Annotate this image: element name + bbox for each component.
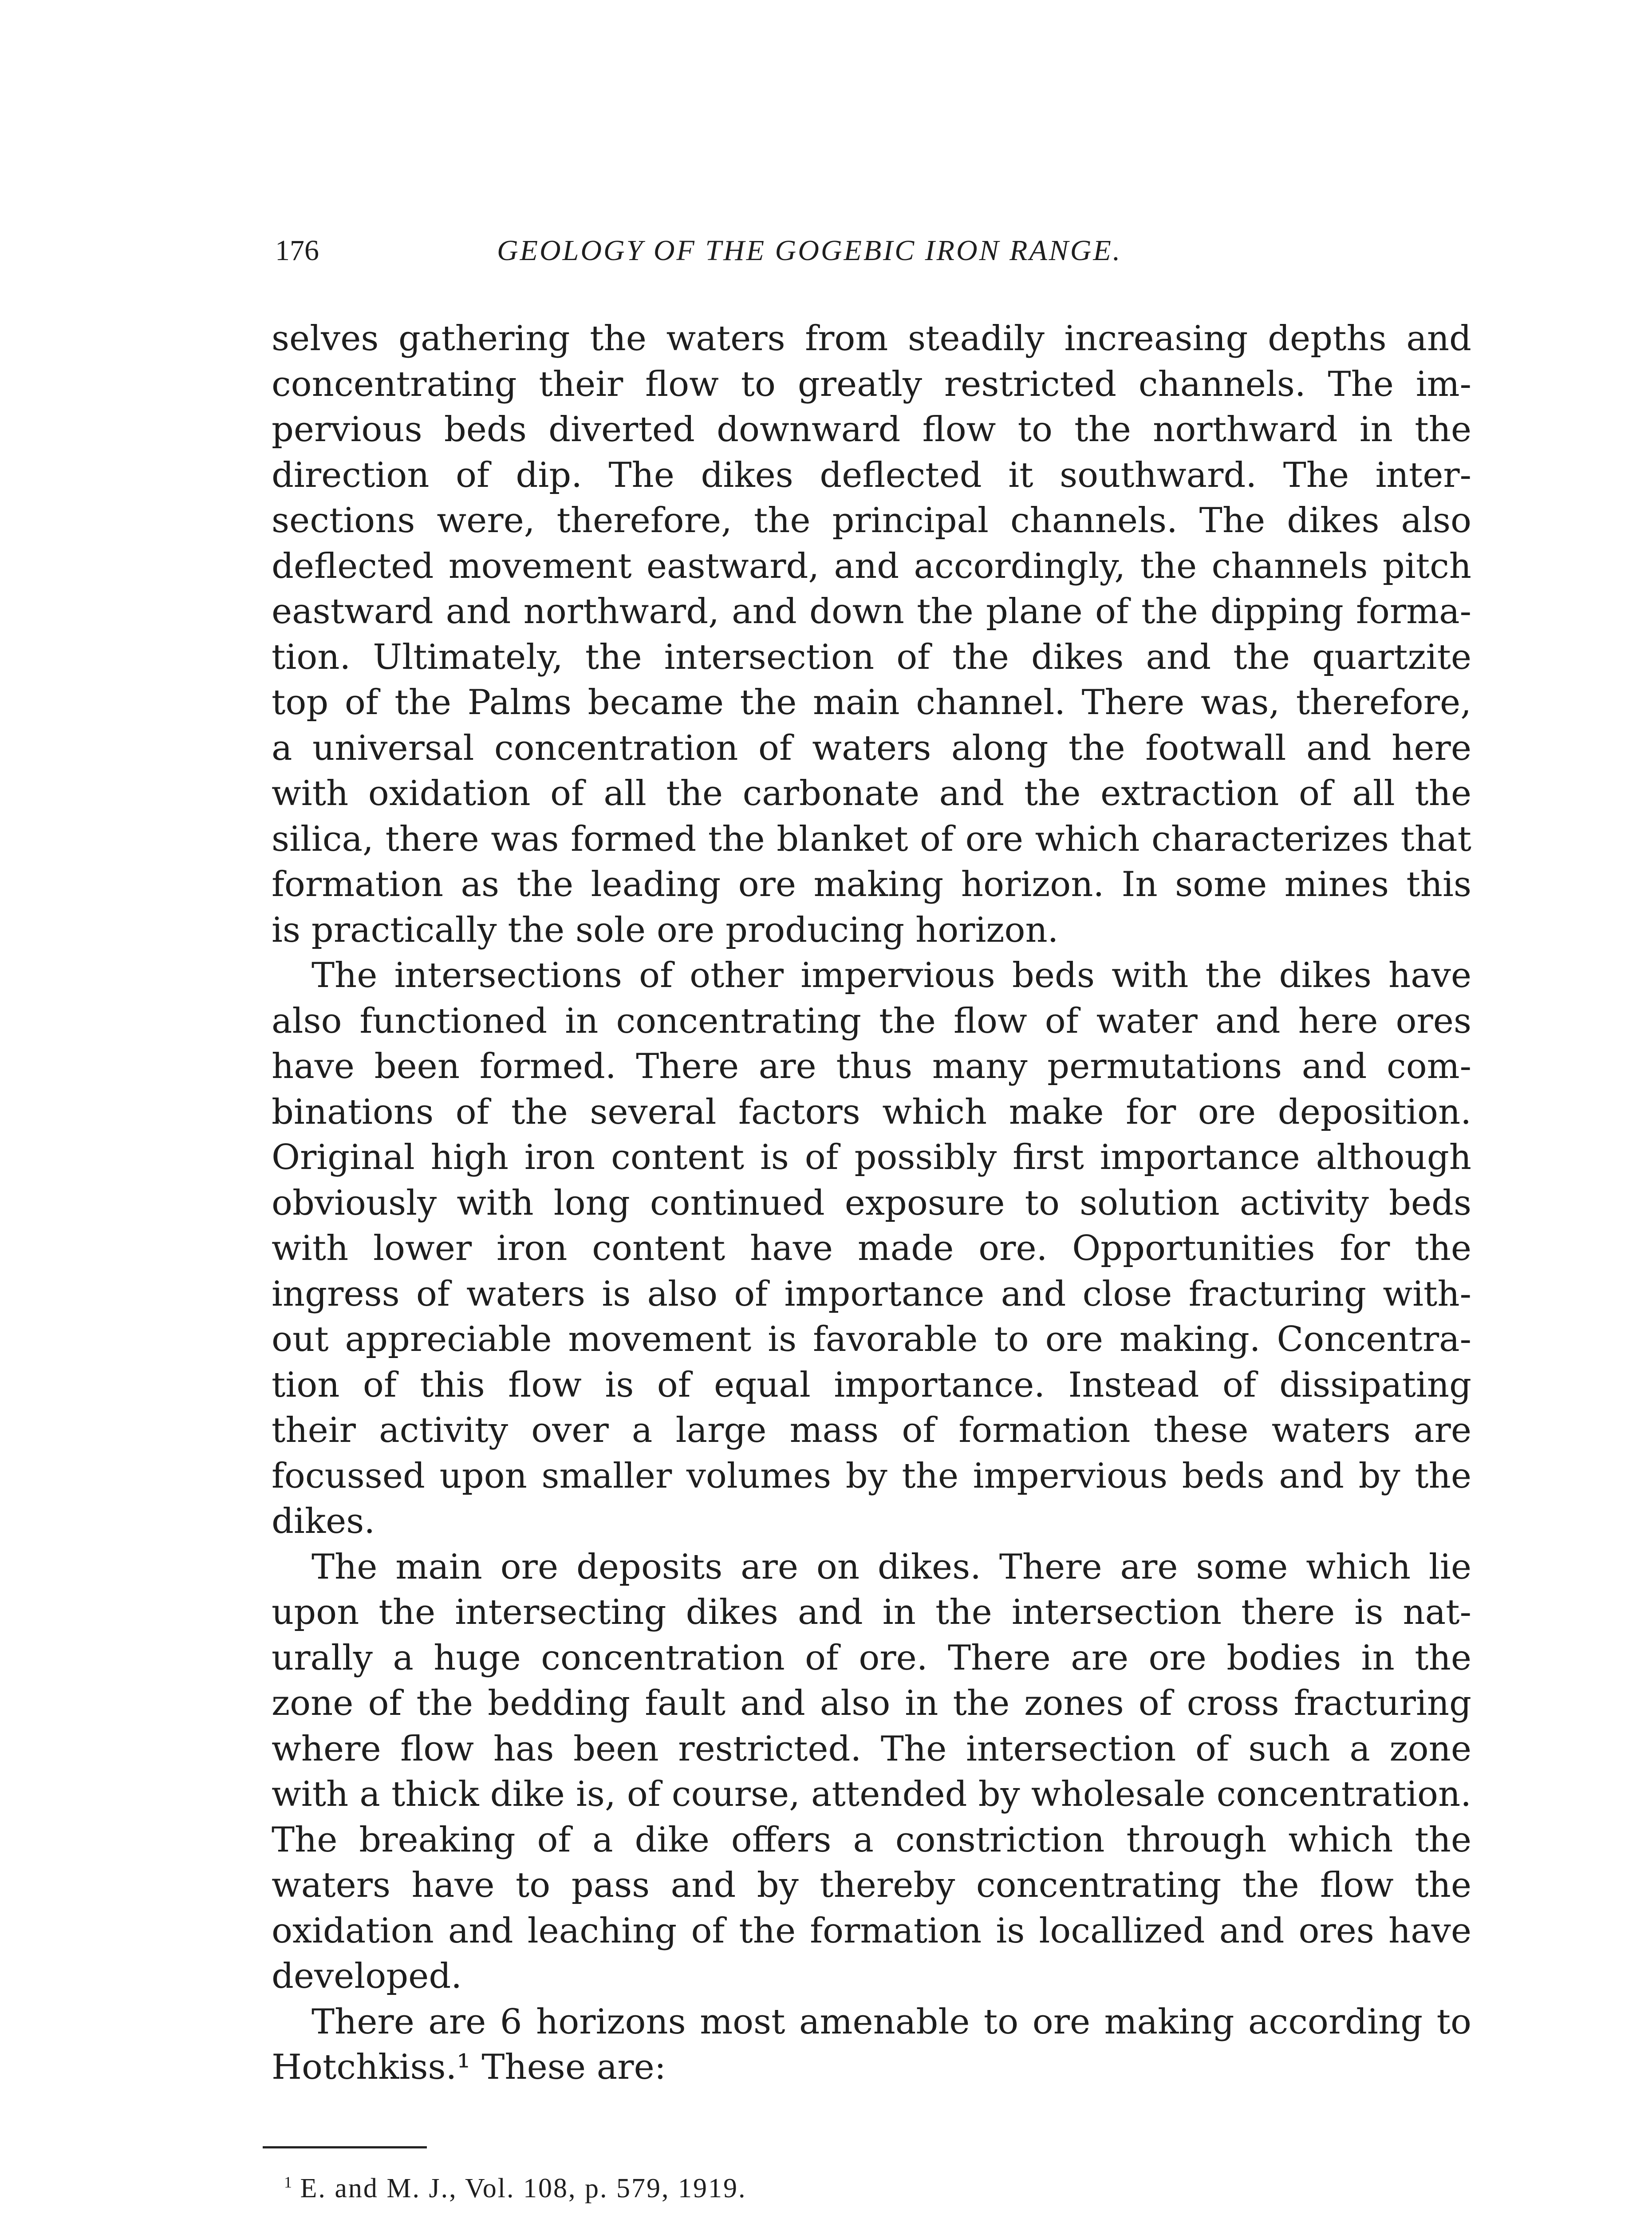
text-line: is practically the sole ore producing horizon. [272,910,1059,950]
footnote-text: E. and M. J., Vol. 108, p. 579, 1919. [300,2173,747,2203]
text-line: their activity over a large mass of formation these waters are [272,1410,1471,1450]
text-line: upon the intersecting dikes and in the intersection there is nat- [272,1592,1471,1632]
text-line: Hotchkiss.¹ These are: [272,2047,666,2087]
text-line: There are 6 horizons most amenable to ore making according to [311,2002,1471,2042]
text-line: where flow has been restricted. The intersection of such a zone [272,1729,1471,1769]
text-line: waters have to pass and by thereby concentrating the flow the [272,1865,1471,1905]
page-number: 176 [275,234,319,267]
text-line: also functioned in concentrating the flow of water and here ores [272,1001,1471,1041]
text-line: selves gathering the waters from steadily increasing depths and [272,319,1471,359]
text-line: The main ore deposits are on dikes. There are some which lie [311,1547,1471,1587]
text-line: Original high iron content is of possibly first importance although [272,1137,1471,1177]
text-line: binations of the several factors which make for ore deposition. [272,1092,1471,1132]
text-line: zone of the bedding fault and also in the zones of cross fracturing [272,1683,1471,1723]
page-header [275,231,1473,275]
text-line: obviously with long continued exposure to solution activity beds [272,1183,1471,1223]
paragraph [272,953,1471,1544]
footnote-marker: 1 [284,2173,292,2191]
text-line: sections were, therefore, the principal channels. The dikes also [272,501,1471,541]
text-line: formation as the leading ore making horizon. In some mines this [272,865,1471,904]
footnote [284,2162,747,2208]
text-line: direction of dip. The dikes deflected it southward. The inter- [272,455,1471,495]
footnote-rule [263,2146,427,2148]
text-line: tion of this flow is of equal importance. Instead of dissipating [272,1365,1471,1405]
text-line: tion. Ultimately, the intersection of the dikes and the quartzite [272,637,1471,677]
text-line: eastward and northward, and down the plane of the dipping forma- [272,592,1471,632]
text-line: focussed upon smaller volumes by the impervious beds and by the [272,1456,1471,1496]
body-text [272,316,1471,2090]
text-line: concentrating their flow to greatly restricted channels. The im- [272,364,1471,404]
text-line: a universal concentration of waters along the footwall and here [272,728,1471,768]
text-line: deflected movement eastward, and accordingly, the channels pitch [272,546,1471,586]
text-line: with a thick dike is, of course, attended by wholesale concentration. [272,1774,1471,1814]
text-line: oxidation and leaching of the formation is locallized and ores have [272,1911,1471,1951]
running-head: GEOLOGY OF THE GOGEBIC IRON RANGE. [497,234,1122,267]
text-line: out appreciable movement is favorable to ore making. Concentra- [272,1319,1471,1359]
text-line: dikes. [272,1501,375,1541]
text-line: top of the Palms became the main channel. There was, therefore, [272,683,1471,723]
text-line: pervious beds diverted downward flow to the northward in the [272,410,1471,450]
paragraph [272,316,1471,953]
text-line: ingress of waters is also of importance and close fracturing with- [272,1274,1471,1314]
text-line: The intersections of other impervious beds with the dikes have [311,956,1471,995]
text-line: with oxidation of all the carbonate and the extraction of all the [272,774,1471,813]
text-line: urally a huge concentration of ore. There are ore bodies in the [272,1638,1471,1678]
text-line: silica, there was formed the blanket of ore which characterizes that [272,819,1471,859]
text-line: developed. [272,1956,462,1996]
text-line: with lower iron content have made ore. Opportunities for the [272,1228,1471,1268]
paragraph [272,1999,1471,2090]
paragraph [272,1544,1471,1999]
text-line: have been formed. There are thus many permutations and com- [272,1046,1471,1086]
text-line: The breaking of a dike offers a constriction through which the [272,1820,1471,1860]
